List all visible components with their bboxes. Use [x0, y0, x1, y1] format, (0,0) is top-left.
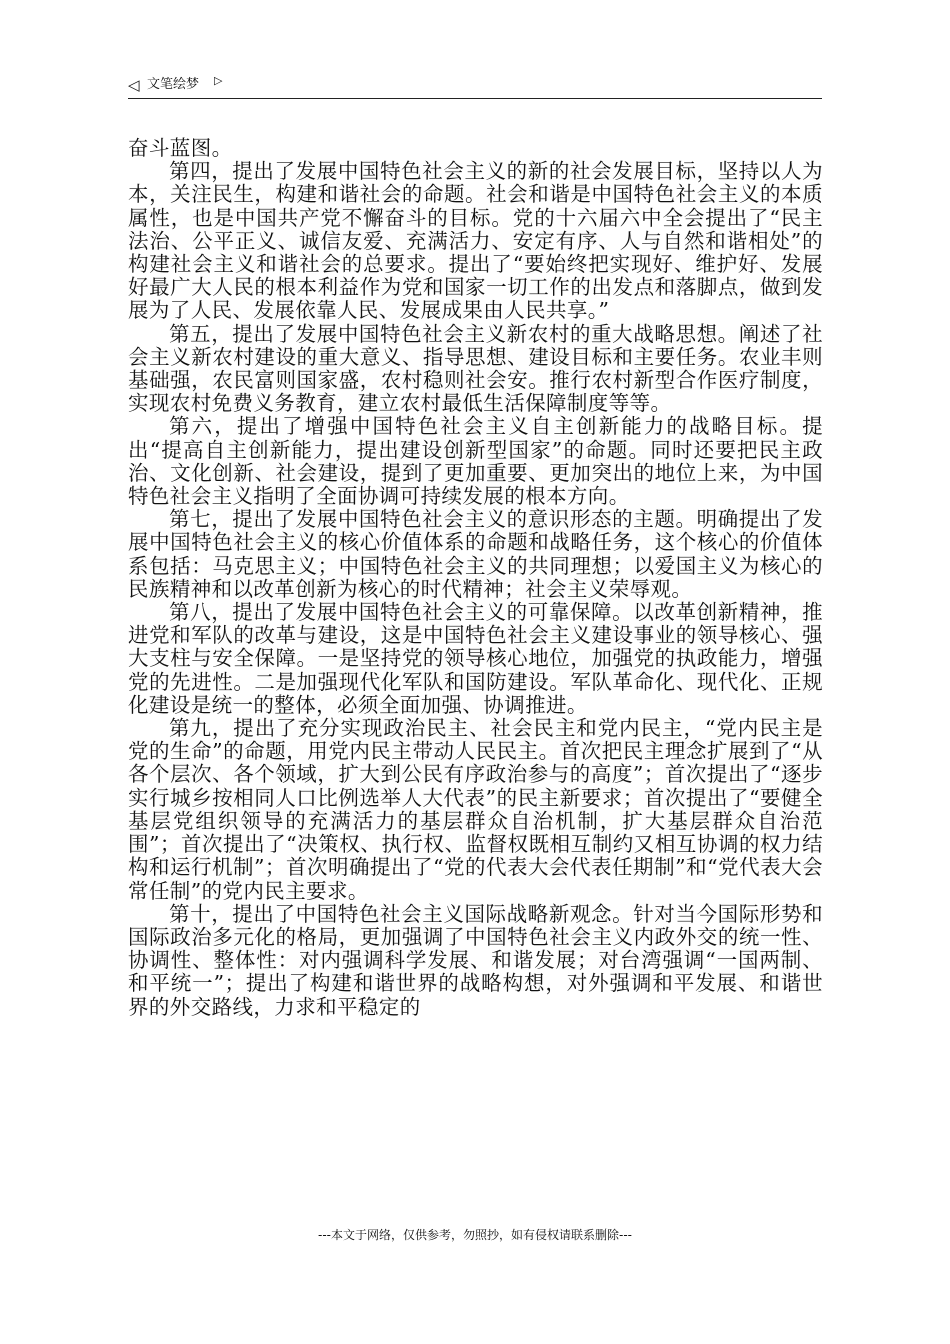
paragraph-seventh: 第七，提出了发展中国特色社会主义的意识形态的主题。明确提出了发展中国特色社会主义的核心价值体系的命题和战略任务，这个核心的价值体系包括：马克思主义；中国特色社会主义的共同理想；以爱国主义为核心的民族精神和以改革创新为核心的时代精神；社会主义荣辱观。 — [128, 507, 823, 601]
header-title: 文笔绘梦 — [147, 77, 200, 92]
paragraph-sixth: 第六，提出了增强中国特色社会主义自主创新能力的战略目标。提出“提高自主创新能力，提出建设创新型国家”的命题。同时还要把民主政治、文化创新、社会建设，提到了更加重要、更加突出的地位上来，为中国特色社会主义指明了全面协调可持续发展的根本方向。 — [128, 414, 823, 509]
right-triangle-icon: ▷ — [214, 74, 223, 87]
paragraph-continuation: 奋斗蓝图。 — [128, 136, 233, 160]
paragraph-fifth: 第五，提出了发展中国特色社会主义新农村的重大战略思想。阐述了社会主义新农村建设的重大意义、指导思想、建设目标和主要任务。农业丰则基础强，农民富则国家盛，农村稳则社会安。推行农村新型合作医疗制度，实现农村免费义务教育，建立农村最低生活保障制度等等。 — [128, 321, 823, 416]
paragraph-fourth: 第四，提出了发展中国特色社会主义的新的社会发展目标，坚持以人为本，关注民生，构建和谐社会的命题。社会和谐是中国特色社会主义的本质属性，也是中国共产党不懈奋斗的目标。党的十六届六中全会提出了“民主法治、公平正义、诚信友爱、充满活力、安定有序、人与自然和谐相处”的构建社会主义和谐社会的总要求。提出了“要始终把实现好、维护好、发展好最广大人民的根本利益作为党和国家一切工作的出发点和落脚点，做到发展为了人民、发展依靠人民、发展成果由人民共享。” — [128, 159, 823, 323]
page-footer: ---本文于网络，仅供参考，勿照抄，如有侵权请联系删除--- — [318, 1228, 632, 1242]
left-triangle-icon: ◁ — [128, 76, 140, 94]
paragraph-tenth: 第十，提出了中国特色社会主义国际战略新观念。针对当今国际形势和国际政治多元化的格局，更加强调了中国特色社会主义内政外交的统一性、协调性、整体性：对内强调科学发展、和谐发展；对台湾强调“一国两制、和平统一”；提出了构建和谐世界的战略构想，对外强调和平发展、和谐世界的外交路线，力求和平稳定的 — [128, 901, 823, 1019]
page-header — [128, 74, 822, 99]
paragraph-eighth: 第八，提出了发展中国特色社会主义的可靠保障。以改革创新精神，推进党和军队的改革与建设，这是中国特色社会主义建设事业的领导核心、强大支柱与安全保障。一是坚持党的领导核心地位，加强党的执政能力，增强党的先进性。二是加强现代化军队和国防建设。军队革命化、现代化、正规化建设是统一的整体，必须全面加强、协调推进。 — [128, 600, 823, 717]
document-body — [128, 137, 823, 1019]
paragraph-ninth: 第九，提出了充分实现政治民主、社会民主和党内民主，“党内民主是党的生命”的命题，用党内民主带动人民民主。首次把民主理念扩展到了“从各个层次、各个领域，扩大到公民有序政治参与的高度”；首次提出了“逐步实行城乡按相同人口比例选举人大代表”的民主新要求；首次提出了“要健全基层党组织领导的充满活力的基层群众自治机制，扩大基层群众自治范围”；首次提出了“决策权、执行权、监督权既相互制约又相互协调的权力结构和运行机制”；首次明确提出了“党的代表大会代表任期制”和“党代表大会常任制”的党内民主要求。 — [128, 716, 823, 903]
